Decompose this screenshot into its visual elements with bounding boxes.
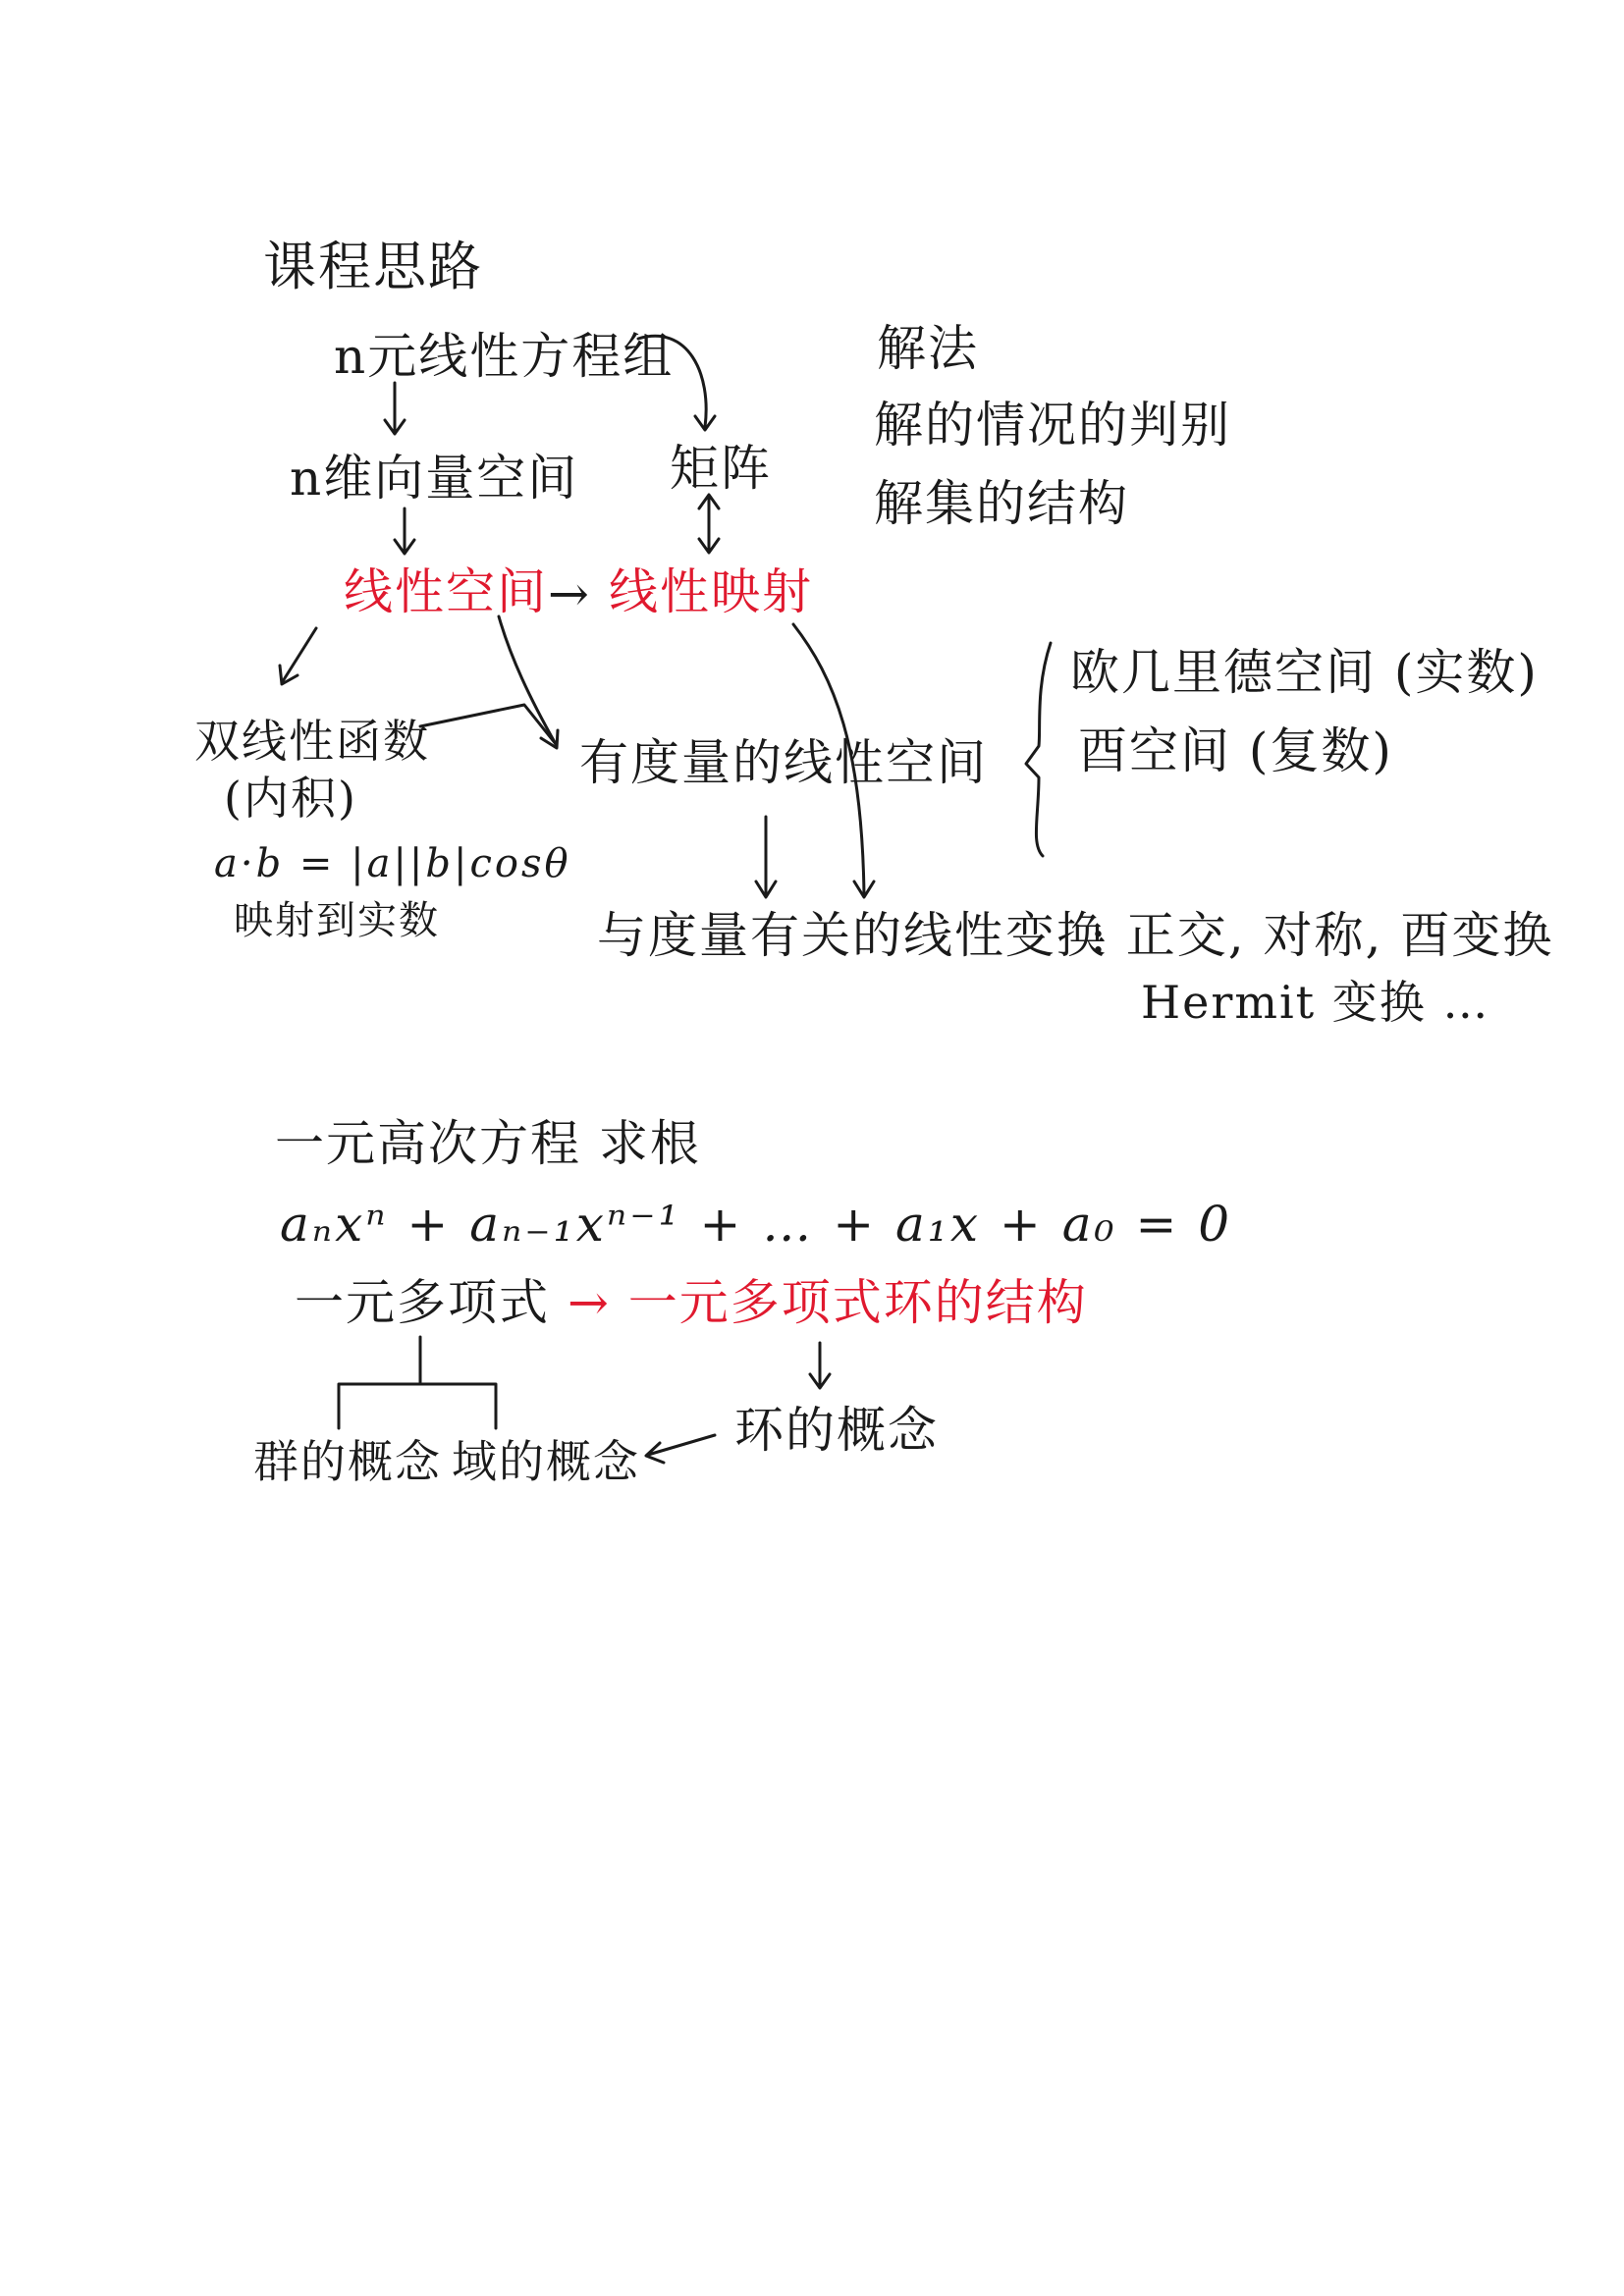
transform-list-1: : 正交, 对称, 酉变换 <box>1090 907 1554 964</box>
arrow-bilinear-to-metric <box>420 705 556 744</box>
page-title: 课程思路 <box>263 236 483 297</box>
node-bilinear-function: 双线性函数 <box>194 715 430 768</box>
transform-list-2: Hermit 变换 … <box>1141 976 1490 1029</box>
solution-method: 解法 <box>877 320 979 377</box>
node-field-concept: 域的概念 <box>452 1435 640 1488</box>
solution-judgment: 解的情况的判别 <box>874 397 1231 454</box>
node-map-to-reals: 映射到实数 <box>234 898 440 943</box>
arrow-ring-concept-to-field <box>648 1435 715 1455</box>
arrow-linear-space-to-bilinear <box>283 628 316 681</box>
node-n-dim-vector-space: n维向量空间 <box>290 450 579 507</box>
bracket-polynomial-split <box>339 1337 496 1428</box>
linear-space-to-map-arrow: → <box>548 565 591 622</box>
arrowhead-metric-to-transforms <box>756 881 776 897</box>
node-ring-concept: 环的概念 <box>734 1402 939 1459</box>
dot-product-formula: a·b = |a||b|cosθ <box>214 841 571 886</box>
node-n-linear-equations: n元线性方程组 <box>334 328 675 385</box>
arrowhead-linear-map-up <box>699 539 719 553</box>
node-metric-transforms: 与度量有关的线性变换 <box>597 907 1108 964</box>
arrowhead-equations-to-vector-space <box>385 420 405 434</box>
brace-space-types <box>1026 643 1051 856</box>
node-inner-product: (内积) <box>224 772 357 825</box>
node-metric-linear-space: 有度量的线性空间 <box>579 734 988 791</box>
arrowhead-ring-concept-to-field <box>646 1443 664 1463</box>
arrowhead-linear-map-to-transforms <box>854 881 874 897</box>
node-unitary-space: 酉空间 (复数) <box>1078 722 1393 779</box>
node-linear-map: 线性映射 <box>609 563 813 620</box>
arrowhead-matrix-up <box>699 495 719 508</box>
arrowhead-linear-space-to-metric <box>541 730 558 748</box>
node-linear-space: 线性空间 <box>344 563 548 620</box>
arrowhead-vector-space-to-linear-space <box>395 540 414 554</box>
arrowhead-linear-space-to-bilinear <box>280 666 298 684</box>
node-polynomial: 一元多项式 <box>295 1274 550 1331</box>
node-group-concept: 群的概念 <box>253 1435 442 1488</box>
arrow-linear-space-to-metric <box>499 616 556 744</box>
arrowhead-ring-structure-to-ring-concept <box>810 1374 830 1388</box>
poly-title: 一元高次方程 求根 <box>275 1115 701 1172</box>
node-polynomial-ring-structure: → 一元多项式环的结构 <box>568 1274 1088 1331</box>
node-euclidean-space: 欧几里德空间 (实数) <box>1070 644 1539 701</box>
node-matrix: 矩阵 <box>670 440 772 497</box>
solution-structure: 解集的结构 <box>874 475 1129 532</box>
poly-equation: aₙxⁿ + aₙ₋₁xⁿ⁻¹ + … + a₁x + a₀ = 0 <box>280 1196 1233 1253</box>
arrowhead-equations-to-matrix <box>695 416 715 430</box>
